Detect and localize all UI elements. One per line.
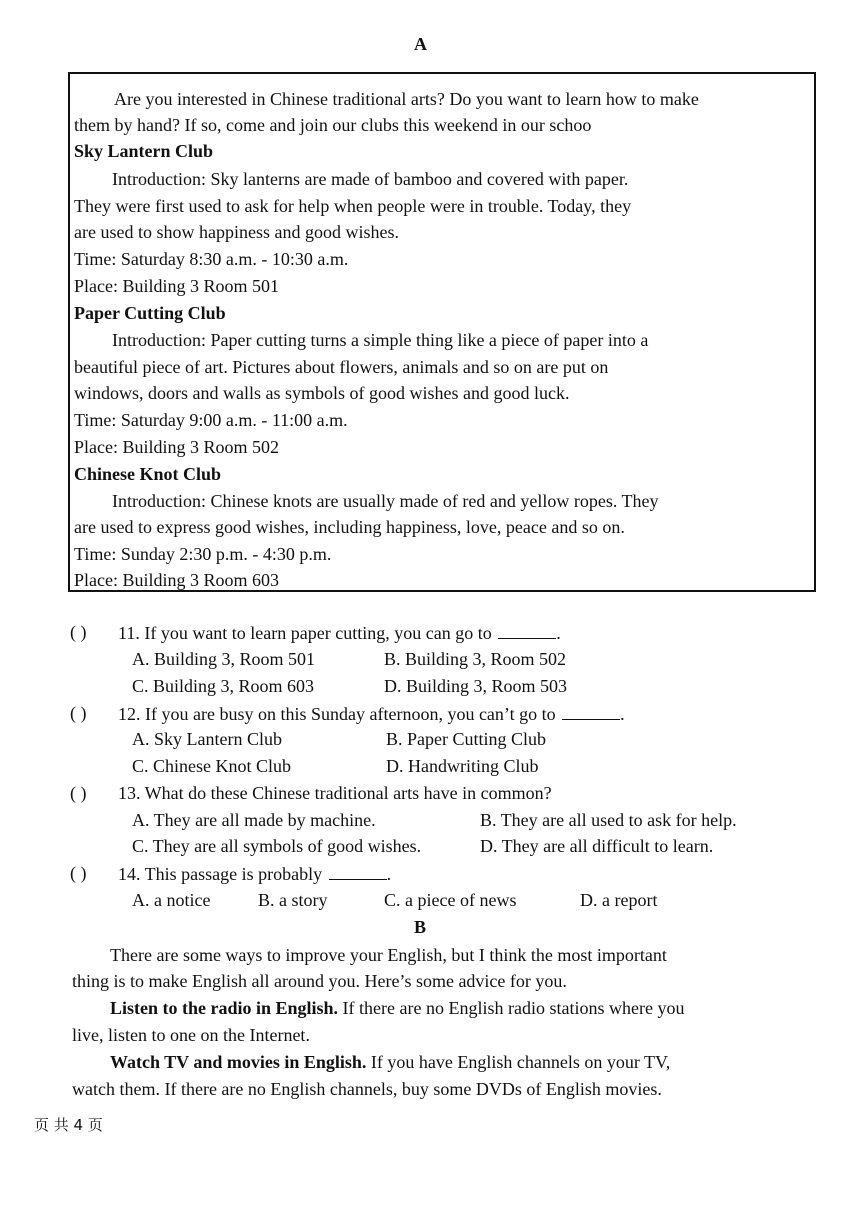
answer-blank[interactable] (498, 622, 556, 639)
option-d[interactable]: D. a report (580, 890, 658, 910)
answer-blank[interactable] (562, 703, 620, 720)
question-14 (118, 863, 391, 885)
answer-paren[interactable]: ( ) (70, 863, 87, 883)
option-a[interactable]: A. Building 3, Room 501 (132, 649, 316, 669)
option-d[interactable]: D. Building 3, Room 503 (384, 676, 568, 696)
paragraph-line: There are some ways to improve your English, but I think the most important (110, 945, 667, 965)
club-time: Time: Saturday 9:00 a.m. - 11:00 a.m. (74, 410, 348, 430)
section-b-heading: B (414, 917, 427, 937)
option-b[interactable]: B. Paper Cutting Club (386, 729, 547, 749)
club-title-sky-lantern: Sky Lantern Club (74, 141, 214, 161)
club-intro-line: are used to express good wishes, including happiness, love, peace and so on. (74, 517, 625, 537)
question-stem: 14. This passage is probably (118, 864, 323, 884)
question-11 (118, 622, 561, 644)
option-d[interactable]: D. Handwriting Club (386, 756, 539, 776)
club-place: Place: Building 3 Room 501 (74, 276, 279, 296)
question-end: . (386, 864, 392, 884)
answer-blank[interactable] (329, 863, 387, 880)
question-13 (118, 783, 552, 804)
tip-heading: Listen to the radio in English. (110, 998, 339, 1018)
question-stem: 13. What do these Chinese traditional arts have in common? (118, 783, 552, 803)
option-a[interactable]: A. a notice (132, 890, 211, 910)
tip-text: If there are no English radio stations where you (338, 998, 685, 1018)
answer-paren[interactable]: ( ) (70, 622, 87, 642)
option-c[interactable]: C. They are all symbols of good wishes. (132, 836, 422, 856)
club-place: Place: Building 3 Room 502 (74, 437, 279, 457)
page-footer: 页 共 4 页 (34, 1116, 103, 1134)
paragraph-line: live, listen to one on the Internet. (72, 1025, 310, 1045)
tip-text: If you have English channels on your TV, (366, 1052, 671, 1072)
option-a[interactable]: A. Sky Lantern Club (132, 729, 282, 749)
intro-line-1: Are you interested in Chinese traditional arts? Do you want to learn how to make (114, 89, 699, 109)
club-intro-line: windows, doors and walls as symbols of good wishes and good luck. (74, 383, 570, 403)
club-intro-line: beautiful piece of art. Pictures about flowers, animals and so on are put on (74, 357, 609, 377)
option-b[interactable]: B. They are all used to ask for help. (480, 810, 737, 830)
option-c[interactable]: C. a piece of news (384, 890, 517, 910)
club-time: Time: Saturday 8:30 a.m. - 10:30 a.m. (74, 249, 349, 269)
question-end: . (556, 623, 561, 643)
tip-tv (110, 1052, 670, 1073)
section-a-heading: A (414, 34, 427, 54)
club-time: Time: Sunday 2:30 p.m. - 4:30 p.m. (74, 544, 332, 564)
club-title-chinese-knot: Chinese Knot Club (74, 464, 222, 484)
option-d[interactable]: D. They are all difficult to learn. (480, 836, 714, 856)
option-c[interactable]: C. Chinese Knot Club (132, 756, 292, 776)
question-12 (118, 703, 625, 725)
club-title-paper-cutting: Paper Cutting Club (74, 303, 226, 323)
option-c[interactable]: C. Building 3, Room 603 (132, 676, 315, 696)
question-stem: 11. If you want to learn paper cutting, you can go to (118, 623, 492, 643)
club-intro-line: Introduction: Paper cutting turns a simple thing like a piece of paper into a (112, 330, 649, 350)
answer-paren[interactable]: ( ) (70, 703, 87, 723)
club-place: Place: Building 3 Room 603 (74, 570, 279, 590)
option-a[interactable]: A. They are all made by machine. (132, 810, 376, 830)
answer-paren[interactable]: ( ) (70, 783, 87, 803)
option-b[interactable]: B. a story (258, 890, 328, 910)
tip-radio (110, 998, 684, 1019)
club-intro-line: Introduction: Chinese knots are usually made of red and yellow ropes. They (112, 491, 659, 511)
paragraph-line: watch them. If there are no English channels, buy some DVDs of English movies. (72, 1079, 662, 1099)
paragraph-line: thing is to make English all around you. Here’s some advice for you. (72, 971, 567, 991)
club-intro-line: They were first used to ask for help when people were in trouble. Today, they (74, 196, 632, 216)
option-b[interactable]: B. Building 3, Room 502 (384, 649, 567, 669)
club-intro-line: Introduction: Sky lanterns are made of bamboo and covered with paper. (112, 169, 629, 189)
notice-box (68, 72, 816, 592)
intro-line-2: them by hand? If so, come and join our clubs this weekend in our schoo (74, 115, 592, 135)
tip-heading: Watch TV and movies in English. (110, 1052, 367, 1072)
club-intro-line: are used to show happiness and good wishes. (74, 222, 399, 242)
question-stem: 12. If you are busy on this Sunday afternoon, you can’t go to (118, 704, 556, 724)
question-end: . (620, 704, 625, 724)
